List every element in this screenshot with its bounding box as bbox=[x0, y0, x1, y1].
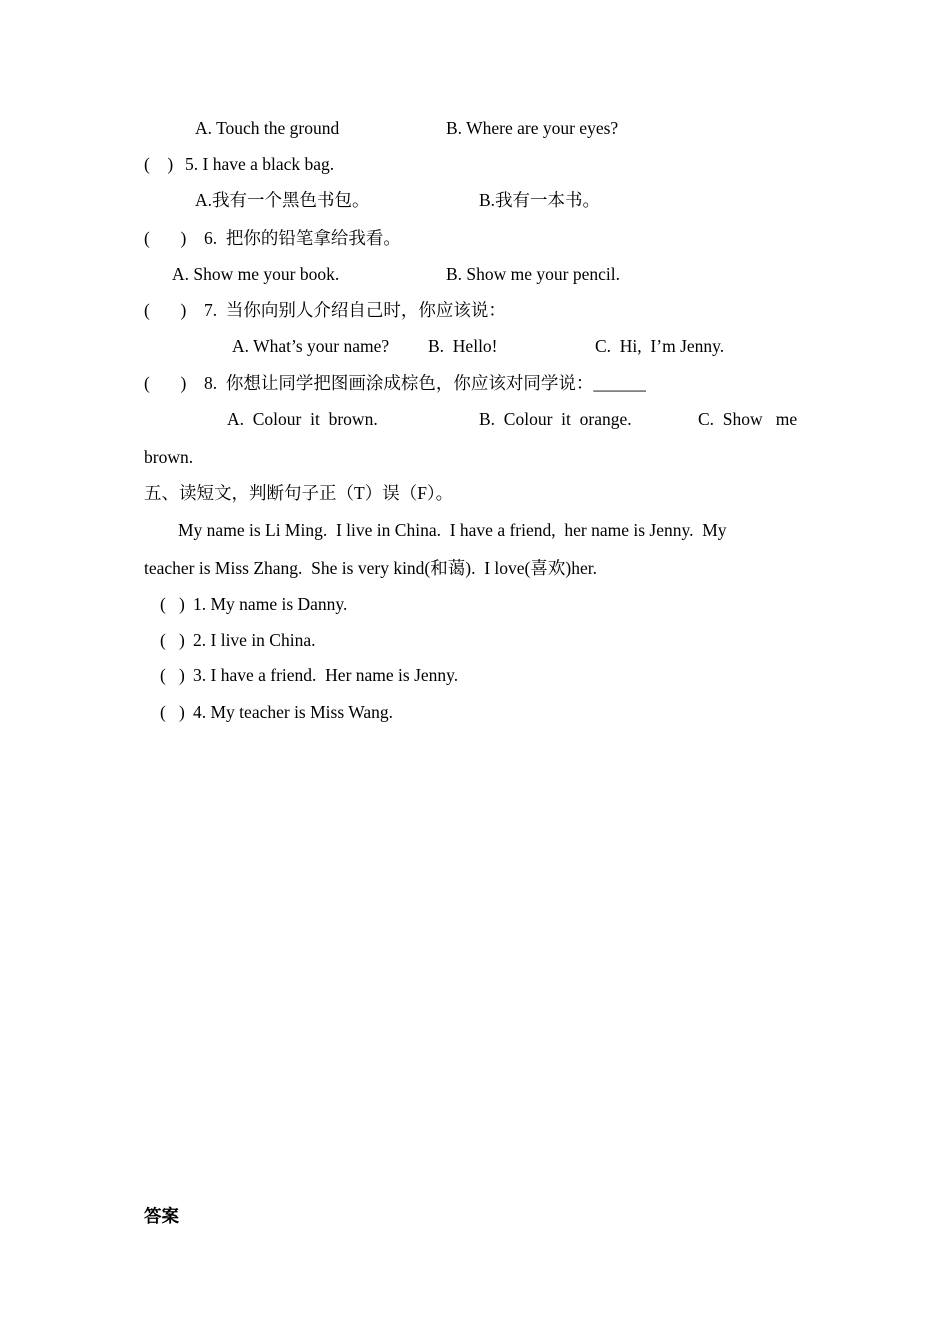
q4-option-a: A. Touch the ground bbox=[195, 118, 340, 138]
q7-bracket: ( ) bbox=[144, 300, 187, 320]
q5-option-b: B.我有一本书。 bbox=[479, 190, 601, 210]
tf-item-4-bracket: ( ) bbox=[160, 702, 185, 722]
q8-option-a: A. Colour it brown. bbox=[227, 409, 378, 429]
q4-option-b: B. Where are your eyes? bbox=[446, 118, 619, 138]
q8-bracket: ( ) bbox=[144, 373, 187, 393]
q7-option-b: B. Hello! bbox=[428, 336, 498, 356]
q7-option-a: A. What’s your name? bbox=[232, 336, 390, 356]
passage-line-1: My name is Li Ming. I live in China. I have a friend, her name is Jenny. My bbox=[178, 520, 727, 540]
q8-option-c: C. Show me bbox=[698, 409, 798, 429]
tf-item-3: 3. I have a friend. Her name is Jenny. bbox=[193, 665, 459, 685]
section5-heading: 五、读短文，判断句子正（T）误（F）。 bbox=[144, 483, 454, 503]
q6-stem: 6. 把你的铅笔拿给我看。 bbox=[204, 228, 401, 248]
q8-stem: 8. 你想让同学把图画涂成棕色，你应该对同学说：______ bbox=[204, 373, 646, 393]
q7-stem: 7. 当你向别人介绍自己时，你应该说： bbox=[204, 300, 506, 320]
passage-line-2: teacher is Miss Zhang. She is very kind(和蔼). I love(喜欢)her. bbox=[144, 558, 597, 578]
q5-option-a: A.我有一个黑色书包。 bbox=[195, 190, 370, 210]
q5-stem: 5. I have a black bag. bbox=[185, 154, 335, 174]
q6-option-b: B. Show me your pencil. bbox=[446, 264, 621, 284]
answers-heading: 答案 bbox=[144, 1206, 179, 1226]
tf-item-2: 2. I live in China. bbox=[193, 630, 316, 650]
tf-item-4: 4. My teacher is Miss Wang. bbox=[193, 702, 393, 722]
tf-item-3-bracket: ( ) bbox=[160, 665, 185, 685]
tf-item-1-bracket: ( ) bbox=[160, 594, 185, 614]
q6-option-a: A. Show me your book. bbox=[172, 264, 340, 284]
tf-item-2-bracket: ( ) bbox=[160, 630, 185, 650]
q7-option-c: C. Hi, I’m Jenny. bbox=[595, 336, 725, 356]
tf-item-1: 1. My name is Danny. bbox=[193, 594, 348, 614]
q6-bracket: ( ) bbox=[144, 228, 187, 248]
q5-bracket: ( ) bbox=[144, 154, 174, 174]
q8-option-b: B. Colour it orange. bbox=[479, 409, 632, 429]
q8-option-c-continued: brown. bbox=[144, 447, 194, 467]
